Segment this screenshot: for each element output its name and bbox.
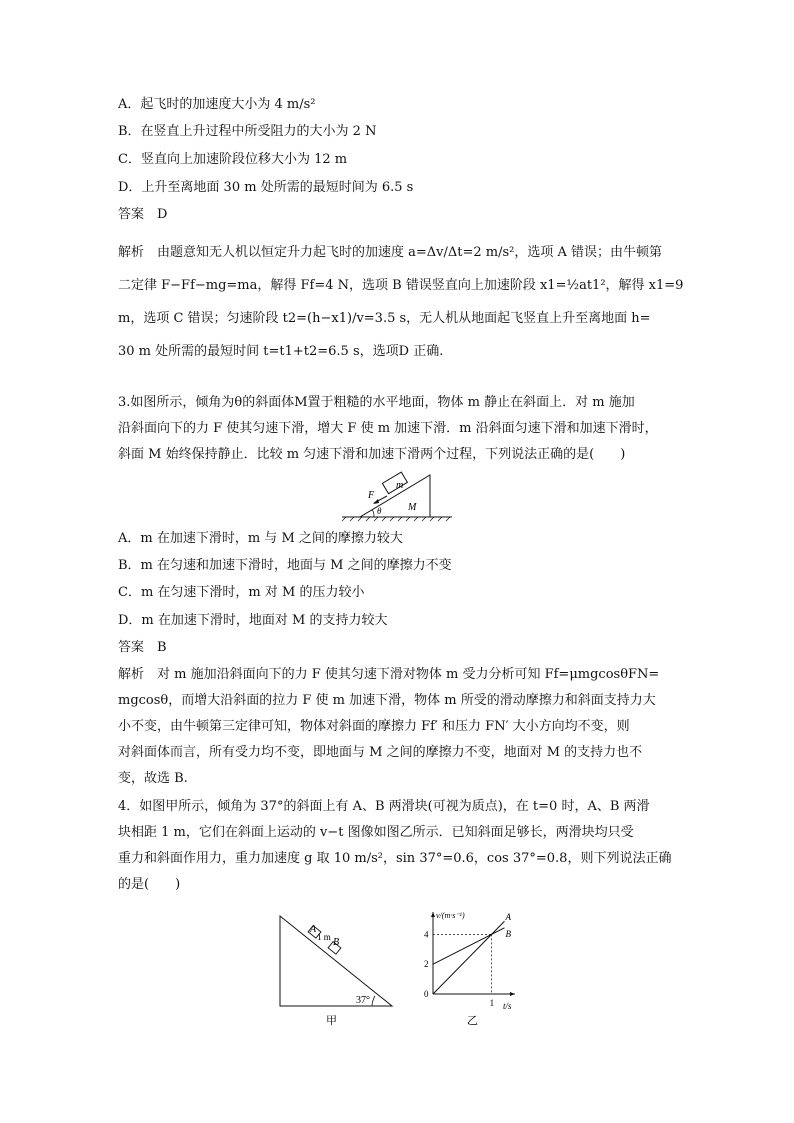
- q2-option-a: A．起飞时的加速度大小为 4 m/s²: [118, 97, 316, 112]
- label-F: F: [368, 490, 375, 501]
- q3-analysis-line: mgcosθ，而增大沿斜面的拉力 F 使 m 加速下滑，物体 m 所受的滑动摩擦力和斜面支持力大: [118, 693, 656, 708]
- q3-stem: [118, 390, 678, 468]
- q3-stem-line: 沿斜面向下的力 F 使其匀速下滑，增大 F 使 m 加速下滑．m 沿斜面匀速下滑和加速下滑时，: [118, 421, 658, 436]
- q3-stem-line: 3.如图所示，倾角为θ的斜面体M置于粗糙的水平地面，物体 m 静止在斜面上．对 m 施加: [118, 395, 635, 410]
- x-tick-label: 1: [489, 998, 495, 1008]
- q2-answer: 答案 D: [118, 207, 168, 222]
- q2-analysis: [118, 236, 684, 368]
- series-line-B: [433, 928, 504, 964]
- q3-analysis-line: 小不变，由牛顿第三定律可知，物体对斜面的摩擦力 Ff′ 和压力 FN′ 大小方向均不变，则: [118, 719, 630, 734]
- q3-option-c: C．m 在匀速下滑时，m 对 M 的压力较小: [118, 585, 365, 600]
- x-axis-arrow: [510, 992, 515, 996]
- q3-option-b: B．m 在匀速和加速下滑时，地面与 M 之间的摩擦力不变: [118, 558, 452, 573]
- label-M: M: [408, 502, 417, 513]
- y-tick-label: 0: [424, 989, 429, 999]
- q4-stem: [118, 794, 678, 898]
- incline-triangle: [280, 916, 392, 1006]
- q4-stem-line: 重力和斜面作用力，重力加速度 g 取 10 m/s²，sin 37°=0.6，cos 37°=0.8，则下列说法正确: [118, 851, 672, 866]
- q4-figure-jia: [270, 908, 400, 1030]
- label-m: m: [396, 480, 404, 491]
- q3-analysis-line: 变，故选 B.: [118, 771, 188, 786]
- q3-analysis-line: 解析 对 m 施加沿斜面向下的力 F 使其匀速下滑对物体 m 受力分析可知 Ff=μmgcosθFN=: [118, 667, 660, 682]
- q2-analysis-line: 30 m 处所需的最短时间 t=t1+t2=6.5 s，选项D 正确.: [118, 344, 444, 359]
- label-1m: 1 m: [317, 932, 331, 942]
- q3-figure: [340, 470, 455, 522]
- q2-analysis-line: m，选项 C 错误；匀速阶段 t2=(h−x1)/v=3.5 s，无人机从地面起飞竖直上升至离地面 h=: [118, 311, 651, 326]
- label-theta: θ: [377, 506, 382, 516]
- label-B: B: [333, 937, 340, 948]
- angle-arc: [372, 996, 375, 1006]
- q2-option-c: C．竖直向上加速阶段位移大小为 12 m: [118, 152, 348, 167]
- ground-hatch: [342, 517, 450, 521]
- y-tick-label: 4: [424, 929, 429, 940]
- q3-stem-line: 斜面 M 始终保持静止．比较 m 匀速下滑和加速下滑两个过程，下列说法正确的是( ): [118, 447, 626, 462]
- label-A: A: [310, 924, 317, 935]
- angle-arc: [373, 510, 375, 517]
- x-axis-label: t/s: [503, 1001, 512, 1011]
- q3-answer: 答案 B: [118, 640, 167, 655]
- y-tick-label: 2: [424, 959, 429, 970]
- q4-stem-line: 块相距 1 m，它们在斜面上运动的 v−t 图像如图乙所示．已知斜面足够长，两滑块均只受: [118, 825, 634, 840]
- q2-analysis-line: 二定律 F−Ff−mg=ma，解得 Ff=4 N，选项 B 错误竖直向上加速阶段 x1=½at1²，解得 x1=9: [118, 278, 684, 293]
- q3-analysis: [118, 662, 678, 792]
- q4-stem-line: 的是( ): [118, 877, 181, 892]
- q3-analysis-line: 对斜面体而言，所有受力均不变，即地面与 M 之间的摩擦力不变，地面对 M 的支持力也不: [118, 745, 643, 760]
- label-37deg: 37°: [356, 995, 370, 1006]
- q3-option-d: D．m 在加速下滑时，地面对 M 的支持力较大: [118, 613, 388, 628]
- q3-option-a: A．m 在加速下滑时，m 与 M 之间的摩擦力较大: [118, 531, 403, 546]
- q4-stem-line: 4．如图甲所示，倾角为 37°的斜面上有 A、B 两滑块(可视为质点)，在 t=0 时，A、B 两滑: [118, 799, 650, 814]
- series-label-A: A: [505, 912, 511, 923]
- series-label-B: B: [505, 928, 511, 939]
- caption-yi: 乙: [467, 1015, 478, 1027]
- q2-analysis-line: 解析 由题意知无人机以恒定升力起飞时的加速度 a=Δv/Δt=2 m/s²，选项 A 错误；由牛顿第: [118, 245, 663, 260]
- q4-figure-yi-vt-chart: [415, 908, 525, 1030]
- q2-option-d: D．上升至离地面 30 m 处所需的最短时间为 6.5 s: [118, 180, 414, 195]
- q2-option-b: B．在竖直上升过程中所受阻力的大小为 2 N: [118, 124, 377, 139]
- y-axis-label: v/(m·s⁻¹): [436, 911, 465, 920]
- caption-jia: 甲: [326, 1015, 337, 1027]
- y-axis-arrow: [431, 912, 435, 917]
- series-line-A: [433, 921, 504, 994]
